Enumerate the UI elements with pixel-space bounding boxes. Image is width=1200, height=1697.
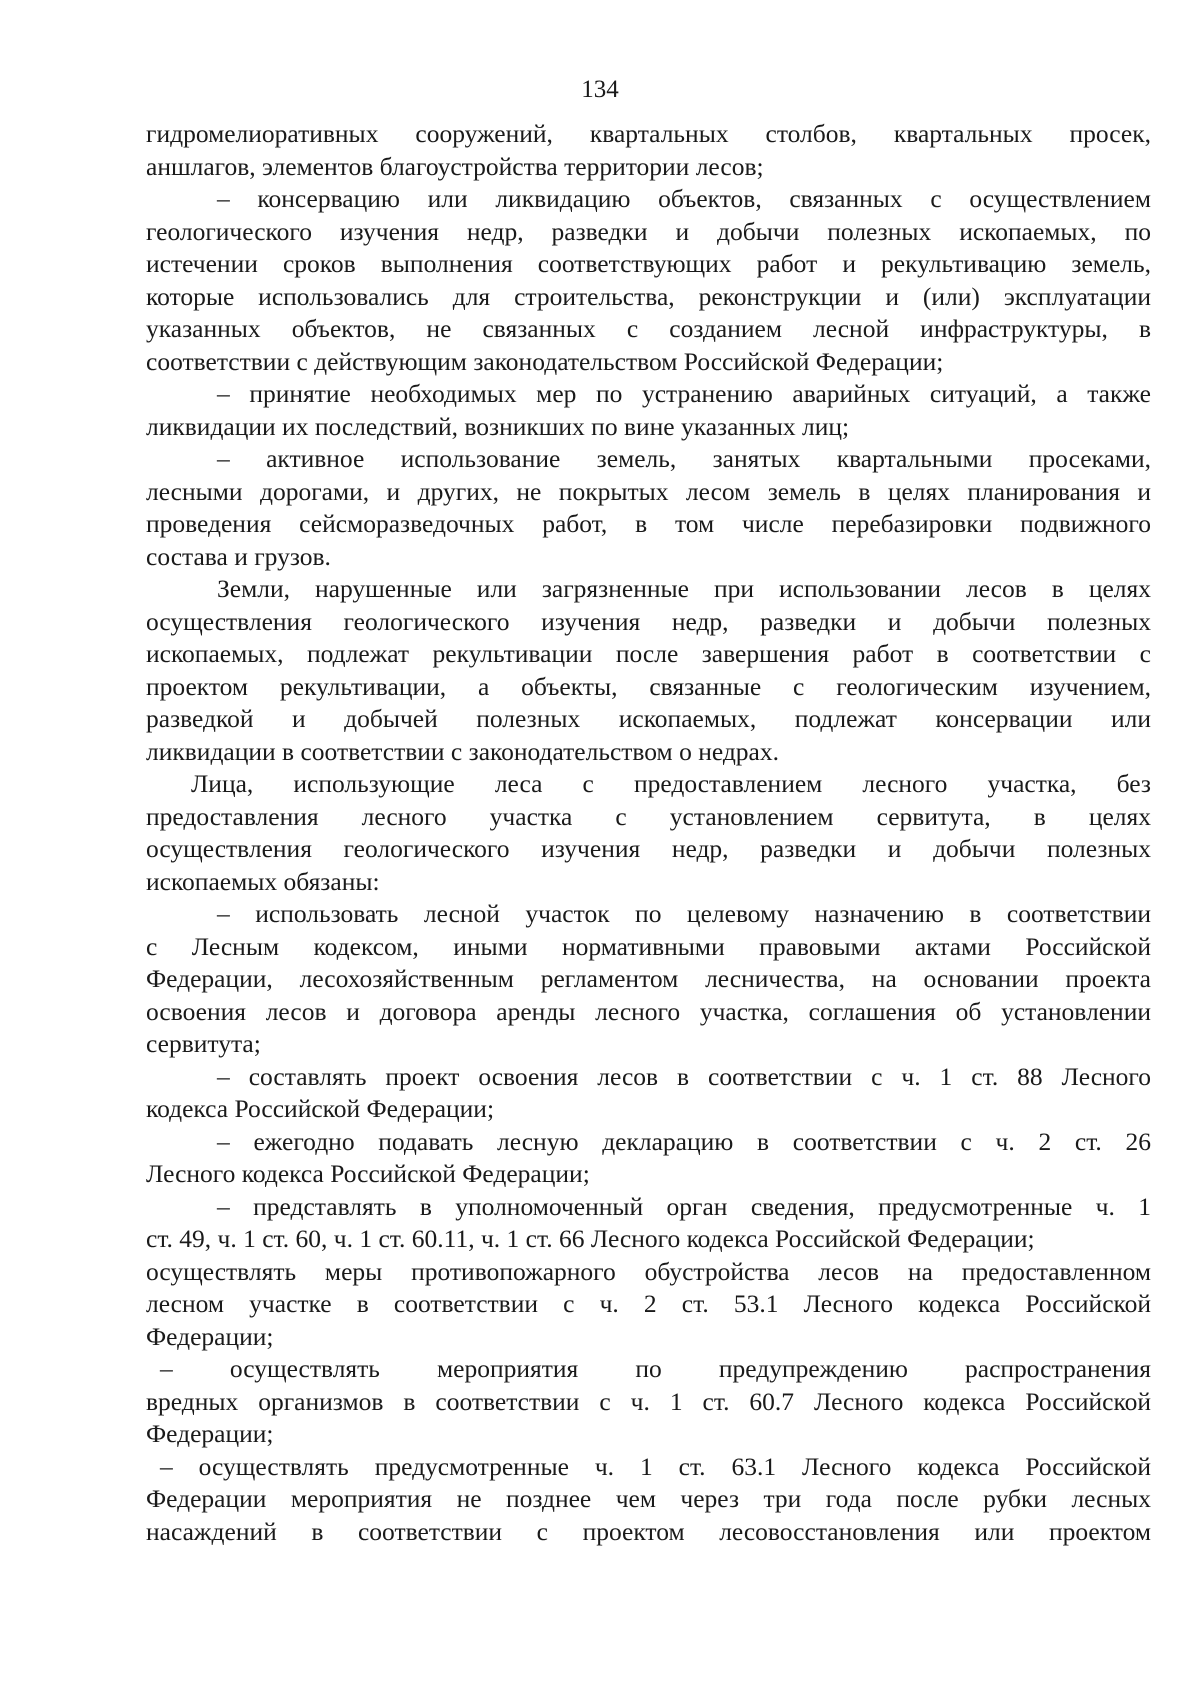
text-line: – использовать лесной участок по целевому назначению в соответствии <box>217 899 1151 928</box>
text-line: проведения сейсморазведочных работ, в том числе перебазировки подвижного <box>146 509 1151 538</box>
text-line: – составлять проект освоения лесов в соответствии с ч. 1 ст. 88 Лесного <box>217 1061 1151 1091</box>
text-line: ископаемых, подлежат рекультивации после завершения работ в соответствии с <box>146 639 1151 668</box>
paragraph <box>146 1126 1151 1191</box>
paragraph <box>146 183 1151 378</box>
text-line: проектом рекультивации, а объекты, связанные с геологическим изучением, <box>146 671 1151 701</box>
text-line: разведкой и добычей полезных ископаемых, подлежат консервации или <box>146 704 1151 733</box>
text-line: – консервацию или ликвидацию объектов, связанных с осуществлением <box>217 184 1151 213</box>
text-line: с Лесным кодексом, иными нормативными правовыми актами Российской <box>146 931 1151 961</box>
text-line: – ежегодно подавать лесную декларацию в соответствии с ч. 2 ст. 26 <box>217 1126 1151 1156</box>
paragraph <box>146 1191 1151 1256</box>
paragraph <box>146 1256 1151 1354</box>
text-line: – активное использование земель, занятых квартальными просеками, <box>217 444 1151 473</box>
paragraph <box>146 768 1151 898</box>
page-number: 134 <box>581 76 619 103</box>
text-line: указанных объектов, не связанных с созданием лесной инфраструктуры, в <box>146 314 1151 343</box>
text-line: предоставления лесного участка с установлением сервитута, в целях <box>146 801 1151 831</box>
text-line: – осуществлять мероприятия по предупреждению распространения <box>160 1354 1151 1383</box>
text-line: Земли, нарушенные или загрязненные при использовании лесов в целях <box>217 574 1151 603</box>
text-line: – принятие необходимых мер по устранению аварийных ситуаций, а также <box>217 379 1151 408</box>
text-line: состава и грузов. <box>146 541 331 571</box>
text-line: – представлять в уполномоченный орган сведения, предусмотренные ч. 1 <box>217 1191 1151 1221</box>
paragraph <box>146 1451 1151 1549</box>
paragraph <box>146 378 1151 443</box>
text-line: гидромелиоративных сооружений, квартальных столбов, квартальных просек, <box>146 119 1151 148</box>
text-line: сервитута; <box>146 1029 261 1058</box>
text-line: вредных организмов в соответствии с ч. 1 ст. 60.7 Лесного кодекса Российской <box>146 1386 1151 1416</box>
text-line: ископаемых обязаны: <box>146 866 380 896</box>
paragraph <box>146 443 1151 573</box>
document-body <box>146 118 1151 1548</box>
paragraph <box>146 573 1151 768</box>
paragraph <box>146 118 1151 183</box>
text-line: Лица, использующие леса с предоставлением лесного участка, без <box>191 769 1151 798</box>
text-line: Федерации; <box>146 1419 274 1448</box>
text-line: лесными дорогами, и других, не покрытых лесом земель в целях планирования и <box>146 476 1151 506</box>
text-line: ликвидации в соответствии с законодательством о недрах. <box>146 736 779 766</box>
text-line: – осуществлять предусмотренные ч. 1 ст. 63.1 Лесного кодекса Российской <box>160 1451 1151 1481</box>
text-line: освоения лесов и договора аренды лесного участка, соглашения об установлении <box>146 996 1151 1026</box>
paragraph <box>146 1353 1151 1451</box>
text-line: которые использовались для строительства, реконструкции и (или) эксплуатации <box>146 281 1151 311</box>
text-line: осуществления геологического изучения недр, разведки и добычи полезных <box>146 834 1151 863</box>
text-line: осуществлять меры противопожарного обустройства лесов на предоставленном <box>146 1256 1151 1286</box>
text-line: Лесного кодекса Российской Федерации; <box>146 1159 590 1188</box>
text-line: ликвидации их последствий, возникших по вине указанных лиц; <box>146 411 850 441</box>
text-line: Федерации, лесохозяйственным регламентом лесничества, на основании проекта <box>146 964 1151 993</box>
text-line: Федерации мероприятия не позднее чем через три года после рубки лесных <box>146 1484 1151 1513</box>
text-line: лесном участке в соответствии с ч. 2 ст. 53.1 Лесного кодекса Российской <box>146 1289 1151 1318</box>
text-line: Федерации; <box>146 1321 274 1351</box>
text-line: осуществления геологического изучения недр, разведки и добычи полезных <box>146 606 1151 636</box>
paragraph <box>146 1061 1151 1126</box>
text-line: соответствии с действующим законодательством Российской Федерации; <box>146 346 944 376</box>
text-line: истечении сроков выполнения соответствующих работ и рекультивацию земель, <box>146 249 1151 278</box>
text-line: ст. 49, ч. 1 ст. 60, ч. 1 ст. 60.11, ч. 1 ст. 66 Лесного кодекса Российской Федерации; <box>146 1224 1035 1253</box>
text-line: насаждений в соответствии с проектом лесовосстановления или проектом <box>146 1516 1151 1546</box>
text-line: аншлагов, элементов благоустройства территории лесов; <box>146 151 764 181</box>
paragraph <box>146 898 1151 1061</box>
text-line: кодекса Российской Федерации; <box>146 1094 495 1123</box>
text-line: геологического изучения недр, разведки и добычи полезных ископаемых, по <box>146 216 1151 246</box>
